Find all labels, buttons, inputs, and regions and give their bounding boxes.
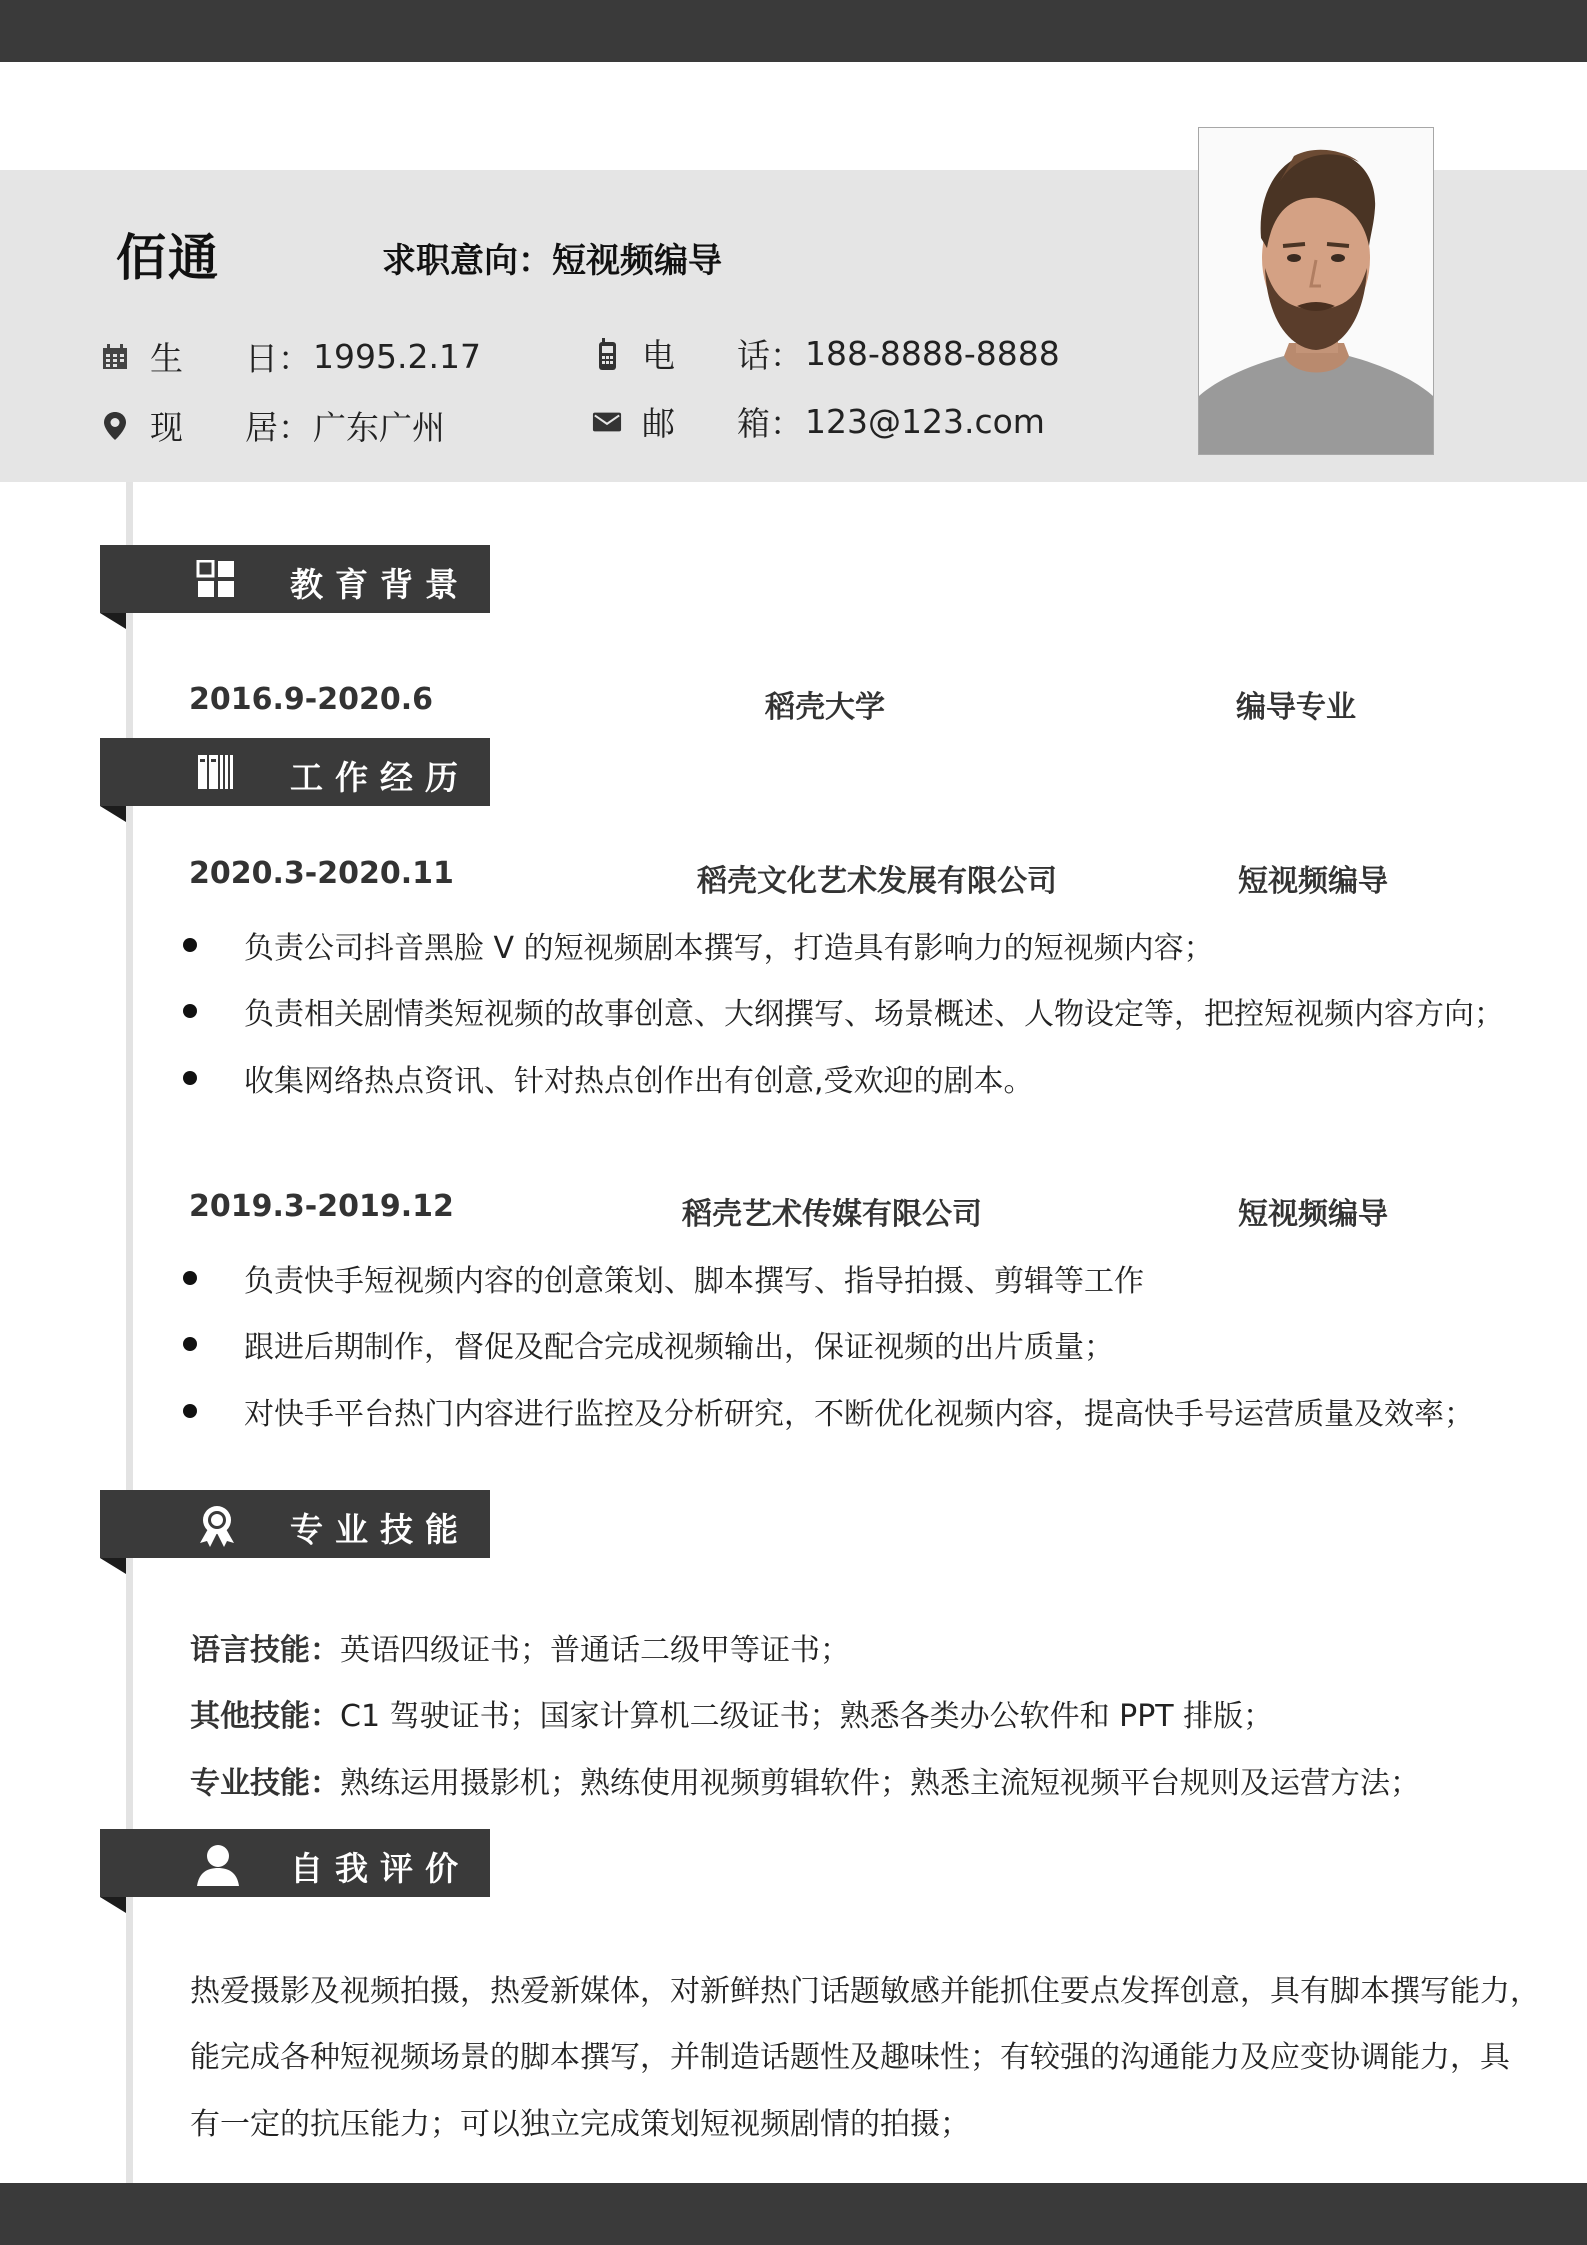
award-ribbon-icon [196, 1505, 238, 1543]
job-duty: 对快手平台热门内容进行监控及分析研究，不断优化视频内容，提高快手号运营质量及效率； [190, 1389, 1474, 1433]
bullet-dot [183, 1337, 197, 1351]
job-objective: 求职意向：短视频编导 [382, 241, 722, 281]
job-duty: 跟进后期制作，督促及配合完成视频输出，保证视频的出片质量； [190, 1322, 1114, 1366]
residence-label: 现居 [150, 408, 278, 447]
residence-value: 广东广州 [313, 408, 445, 447]
section-header-work [100, 738, 490, 806]
job-duty: 负责快手短视频内容的创意策划、脚本撰写、指导拍摄、剪辑等工作 [190, 1256, 1144, 1300]
top-bar [0, 0, 1587, 62]
birthday-label: 生日 [150, 339, 278, 378]
residence-row: 现居 ： 广东广州 [100, 402, 445, 449]
education-school: 稻壳大学 [765, 690, 885, 725]
profile-photo [1198, 127, 1434, 455]
section-header-self-eval [100, 1829, 490, 1897]
email-value: 123@123.com [805, 402, 1045, 441]
bullet-dot [183, 1271, 197, 1285]
bullet-dot [183, 1071, 197, 1085]
job-duty: 负责公司抖音黑脸 V 的短视频剧本撰写，打造具有影响力的短视频内容； [190, 923, 1214, 967]
person-icon [196, 1844, 238, 1882]
skill-item: 专业技能：熟练运用摄影机；熟练使用视频剪辑软件；熟悉主流短视频平台规则及运营方法； [190, 1766, 1420, 1801]
self-eval-line: 热爱摄影及视频拍摄，热爱新媒体，对新鲜热门话题敏感并能抓住要点发挥创意，具有脚本撰写能力， [190, 1974, 1540, 2009]
phone-icon [592, 339, 622, 369]
section-fold [100, 1558, 126, 1574]
grid-icon [196, 560, 238, 598]
education-major: 编导专业 [1236, 690, 1356, 725]
job-role: 短视频编导 [1238, 864, 1388, 899]
birthday-value: 1995.2.17 [313, 337, 481, 376]
section-fold [100, 613, 126, 629]
email-row: 邮箱 ： 123@123.com [592, 398, 1045, 445]
location-pin-icon [100, 411, 130, 441]
job-company: 稻壳艺术传媒有限公司 [682, 1197, 982, 1232]
section-header-education [100, 545, 490, 613]
phone-label: 电话 [642, 336, 770, 375]
bullet-dot [183, 1004, 197, 1018]
job-period: 2019.3-2019.12 [189, 1189, 454, 1224]
self-eval-line: 能完成各种短视频场景的脚本撰写，并制造话题性及趣味性；有较强的沟通能力及应变协调能力，具 [190, 2040, 1510, 2075]
job-duty: 负责相关剧情类短视频的故事创意、大纲撰写、场景概述、人物设定等，把控短视频内容方向； [190, 989, 1504, 1033]
email-label: 邮箱 [642, 404, 770, 443]
section-title-education: 教育背景 [290, 565, 470, 604]
skill-item: 其他技能：C1 驾驶证书；国家计算机二级证书；熟悉各类办公软件和 PPT 排版； [190, 1699, 1274, 1734]
books-icon [196, 753, 238, 791]
candidate-name: 佰通 [116, 229, 220, 287]
job-period: 2020.3-2020.11 [189, 856, 454, 891]
calendar-icon [100, 342, 130, 372]
envelope-icon [592, 407, 622, 437]
section-fold [100, 806, 126, 822]
section-fold [100, 1897, 126, 1913]
section-title-self-eval: 自我评价 [290, 1849, 470, 1888]
birthday-row: 生日 ： 1995.2.17 [100, 333, 481, 380]
phone-row: 电话 ： 188-8888-8888 [592, 330, 1060, 377]
phone-value: 188-8888-8888 [805, 334, 1060, 373]
education-period: 2016.9-2020.6 [189, 682, 433, 717]
job-role: 短视频编导 [1238, 1197, 1388, 1232]
self-eval-line: 有一定的抗压能力；可以独立完成策划短视频剧情的拍摄； [190, 2107, 970, 2142]
skill-item: 语言技能：英语四级证书；普通话二级甲等证书； [190, 1633, 850, 1668]
job-company: 稻壳文化艺术发展有限公司 [697, 864, 1057, 899]
bullet-dot [183, 1404, 197, 1418]
bullet-dot [183, 938, 197, 952]
bottom-bar [0, 2183, 1587, 2245]
section-title-work: 工作经历 [290, 758, 470, 797]
job-duty: 收集网络热点资讯、针对热点创作出有创意,受欢迎的剧本。 [190, 1056, 1034, 1100]
section-title-skills: 专业技能 [290, 1510, 470, 1549]
section-header-skills [100, 1490, 490, 1558]
